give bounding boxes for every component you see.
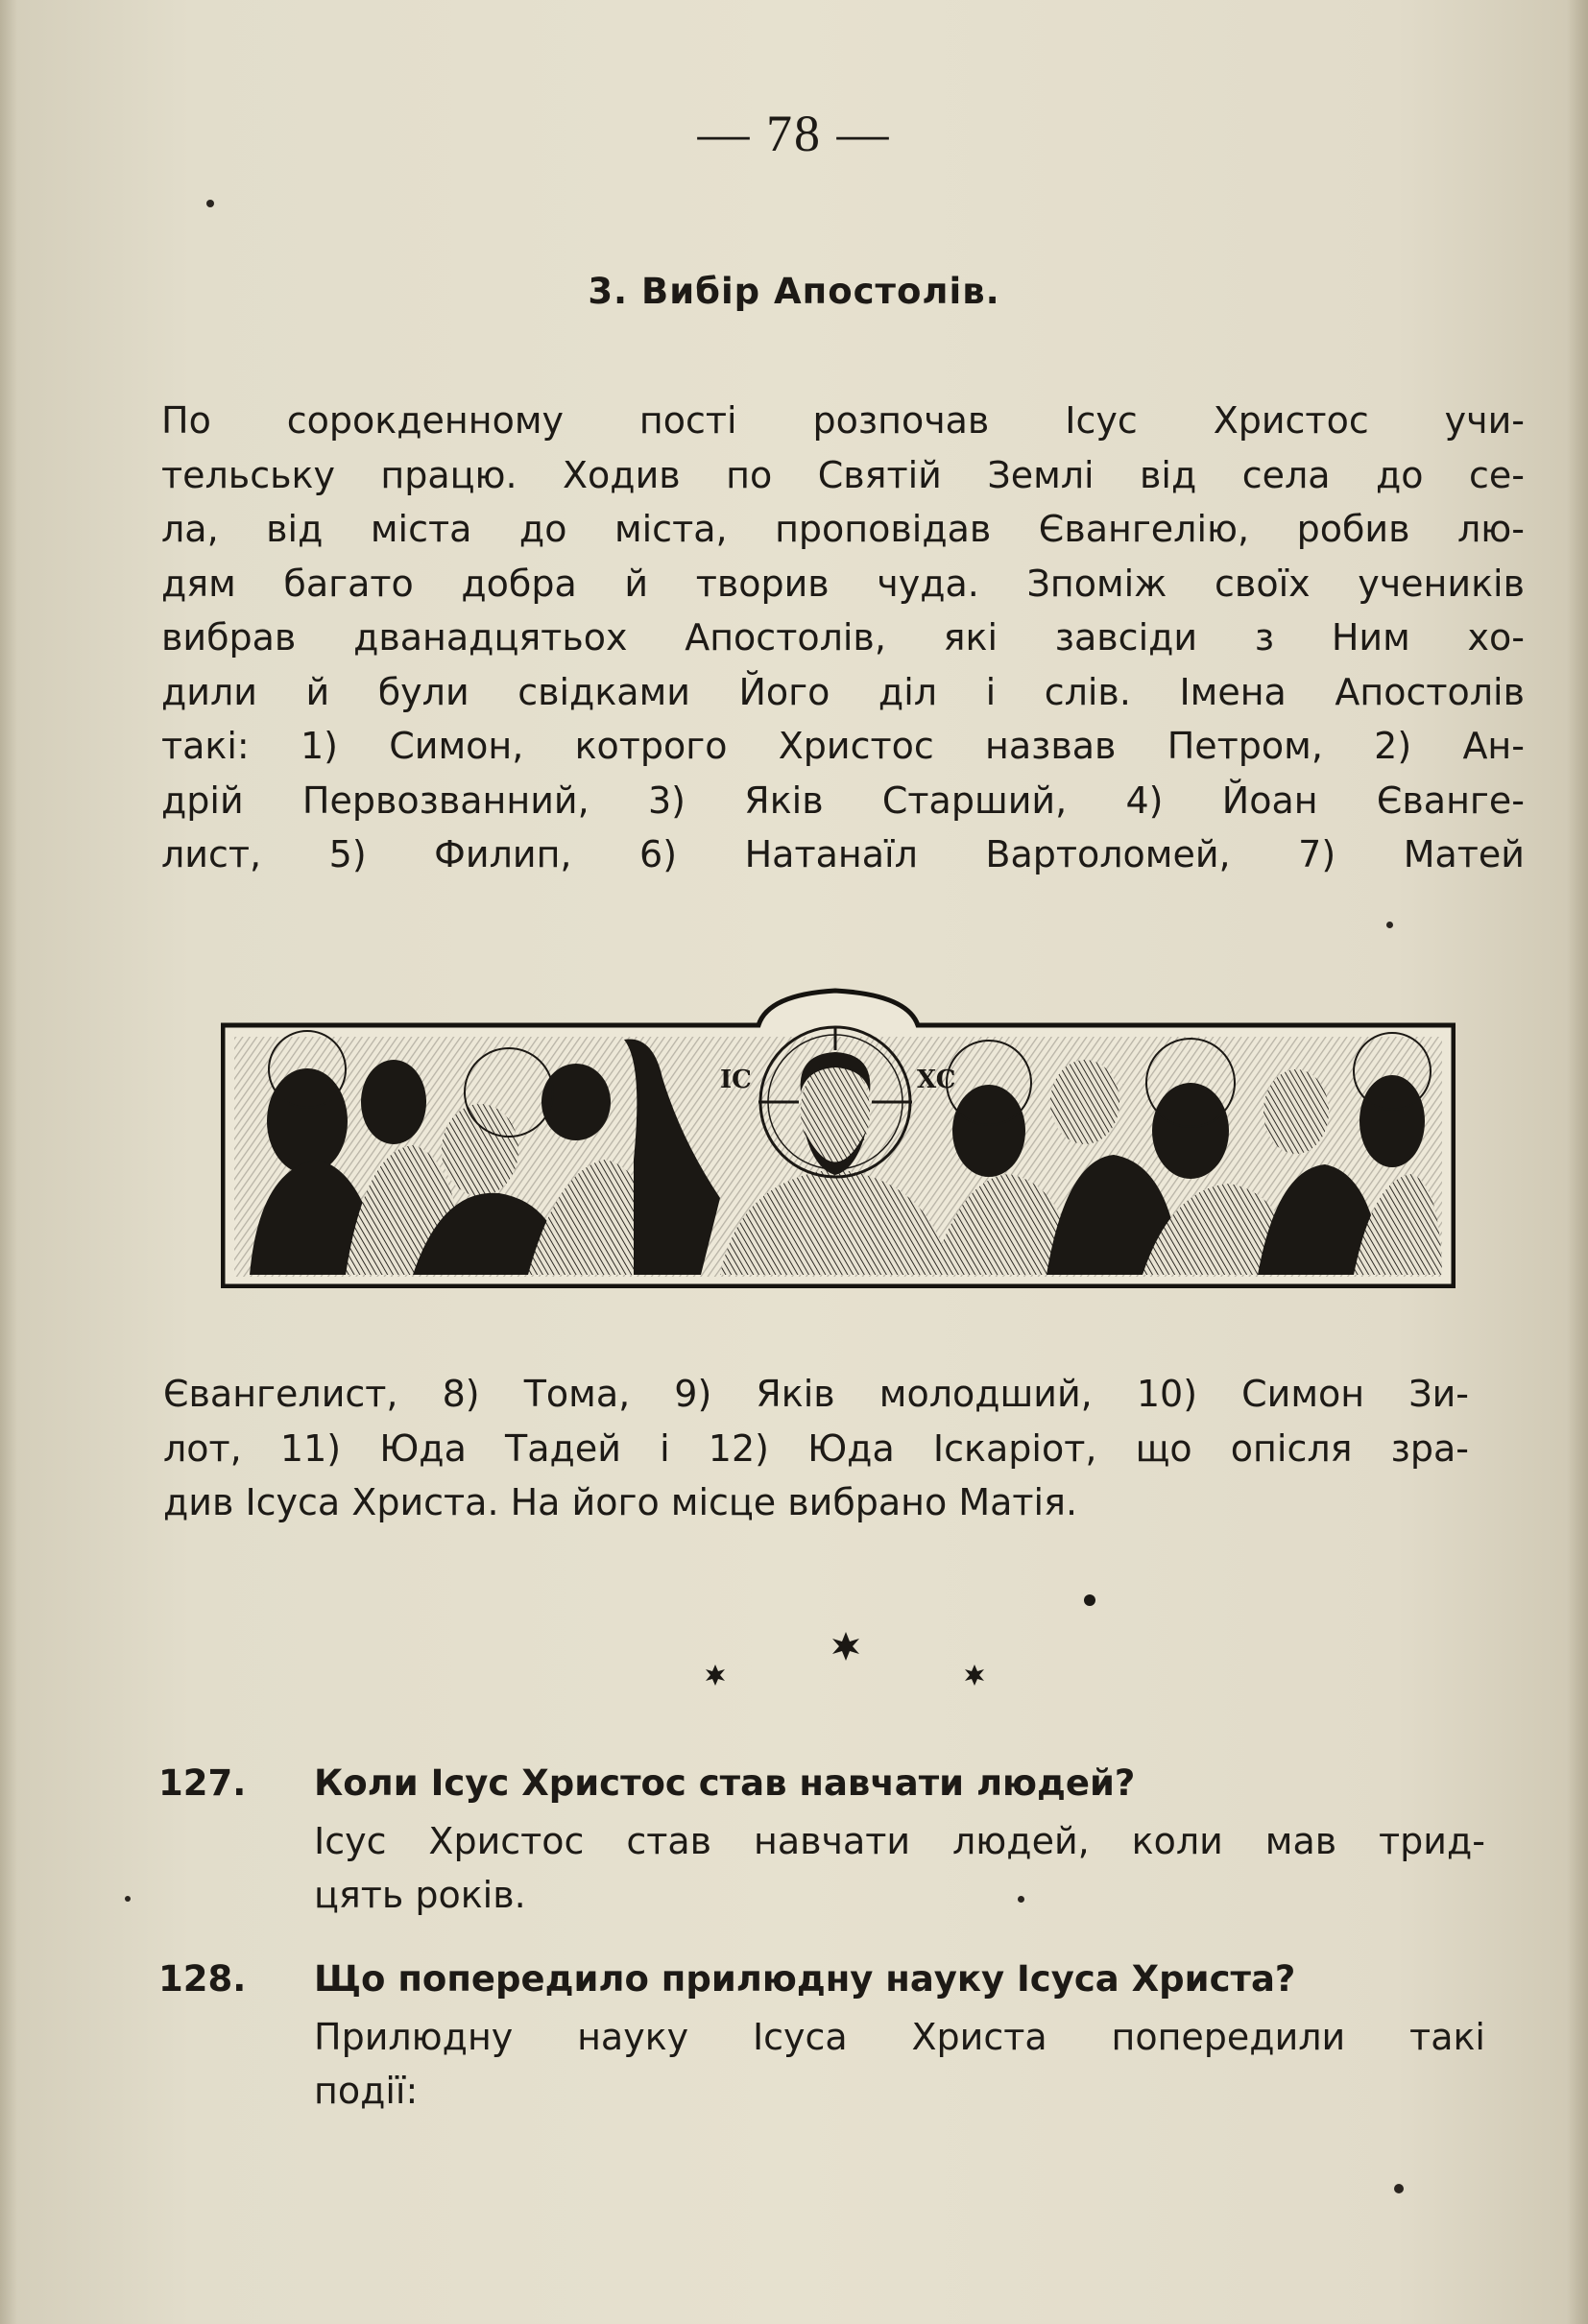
text-line: вибрав дванадцятьох Апостолів, які завсіди з Ним хо- [161,616,1525,659]
section-title: 3. Вибір Апостолів. [588,271,1000,312]
answer-text [314,2010,1485,2118]
question-number: 128. [158,1958,247,2000]
ink-speck [1018,1896,1024,1903]
paragraph-apostles-intro [161,394,1525,882]
text-line: лот, 11) Юда Тадей і 12) Юда Іскаріот, що опісля зра- [163,1426,1469,1470]
ink-speck [1386,922,1393,928]
text-line: цять років. [314,1874,526,1916]
page-edge-right [1567,0,1588,2324]
text-line: ла, від міста до міста, проповідав Євангелію, робив лю- [161,508,1525,550]
text-line: див Ісуса Христа. На його місце вибрано Матія. [163,1481,1078,1523]
answer-text [314,1814,1485,1922]
page-edge-left [0,0,17,2324]
ink-speck [125,1896,131,1902]
ink-speck [1394,2184,1404,2193]
page-number: — 78 — [697,105,891,162]
text-line: події: [314,2070,419,2112]
question-text: Що попередило прилюдну науку Ісуса Христа? [314,1958,1296,2000]
question-text: Коли Ісус Христос став навчати людей? [314,1762,1136,1804]
paragraph-apostles-continued [163,1367,1469,1530]
ink-speck [206,200,214,207]
question-number: 127. [158,1762,247,1804]
text-line: Ісус Христос став навчати людей, коли мав трид- [314,1820,1485,1862]
asterism-separator-icon [0,1589,1588,1694]
christ-with-apostles-engraving-icon [221,987,1456,1288]
text-line: Євангелист, 8) Тома, 9) Яків молодший, 10) Симон Зи- [163,1373,1469,1415]
text-line: дрій Первозванний, 3) Яків Старший, 4) Йоан Єванге- [161,779,1525,822]
halo-letter: XC [917,1066,956,1094]
text-line: дям багато добра й творив чуда. Зпоміж своїх учеників [161,562,1525,605]
text-line: По сорокденному пості розпочав Ісус Христос учи- [161,399,1525,442]
text-line: такі: 1) Симон, котрого Христос назвав Петром, 2) Ан- [161,725,1525,767]
text-line: дили й були свідками Його діл і слів. Імена Апостолів [161,670,1525,713]
halo-letter: IC [720,1066,752,1094]
text-line: лист, 5) Филип, 6) Натанаїл Вартоломей, 7) Матей [161,833,1525,875]
text-line: тельську працю. Ходив по Святій Землі від села до се- [161,453,1525,496]
text-line: Прилюдну науку Ісуса Христа попередили такі [314,2016,1485,2058]
